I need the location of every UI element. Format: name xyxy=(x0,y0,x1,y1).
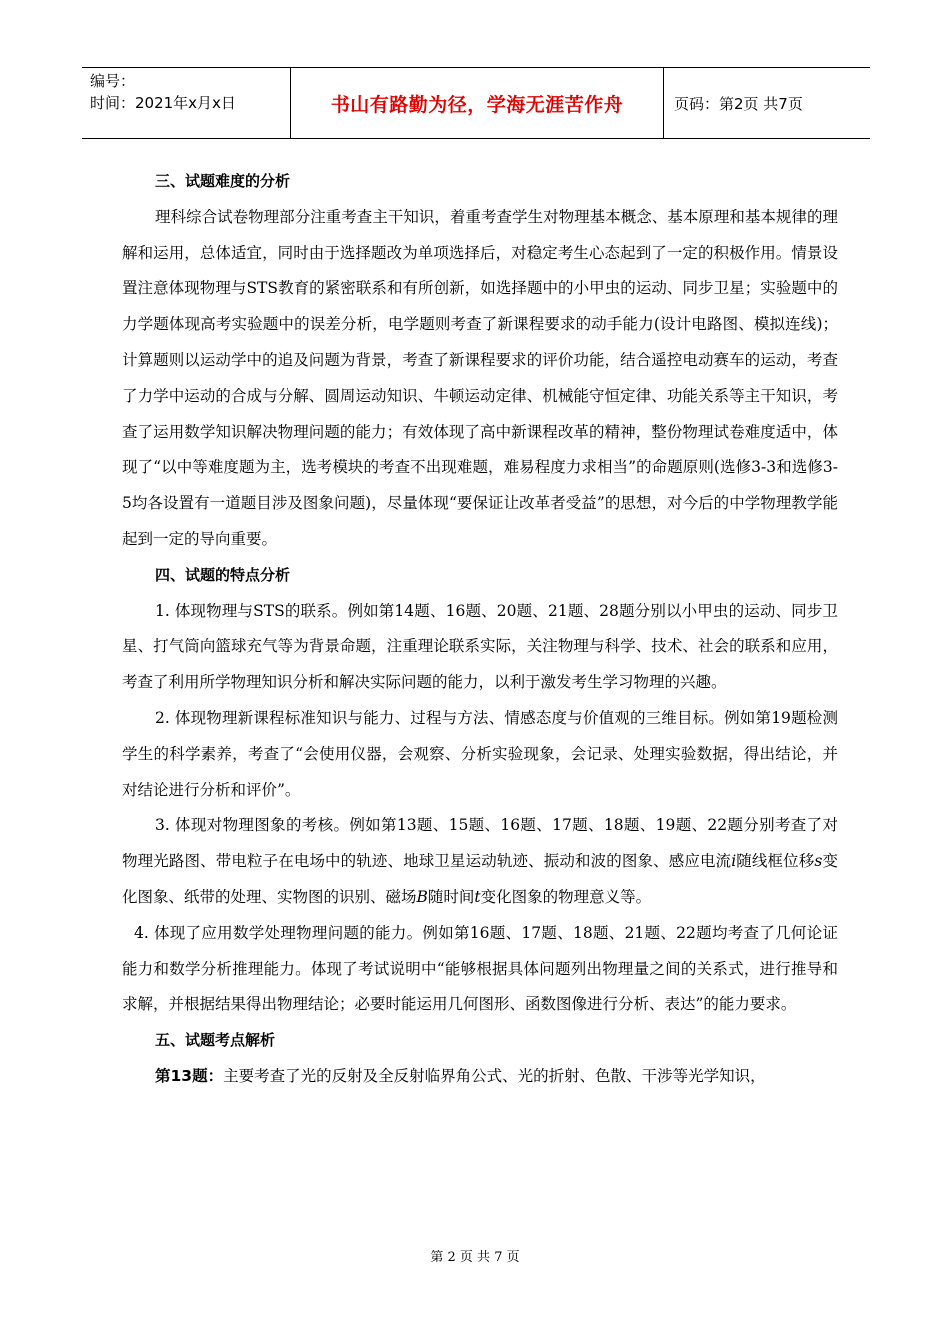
section-4-title: 四、试题的特点分析 xyxy=(155,565,291,584)
q13-label: 第13题： xyxy=(155,1066,224,1085)
section-4-point-1: 1. 体现物理与STS的联系。例如第14题、16题、20题、21题、28题分别以小甲虫的运动、同步卫星、打气筒向篮球充气等为背景命题，注重理论联系实际，关注物理与科学、技术、社会的联系和应用，考查了利用所学物理知识分析和解决实际问题的能力，以利于激发考生学习物理的兴趣。 xyxy=(122,601,838,692)
point-3-text-b: 随线框位移 xyxy=(736,852,815,871)
point-3-text-e: 变化图象的物理意义等。 xyxy=(480,887,652,906)
q13-text: 主要考查了光的反射及全反射临界角公式、光的折射、色散、干涉等光学知识， xyxy=(223,1066,766,1085)
symbol-s: s xyxy=(814,852,823,871)
time-label: 时间：2021年x月x日 xyxy=(90,94,236,112)
symbol-t: t xyxy=(474,887,481,906)
document-body xyxy=(122,164,838,1095)
section-4-point-2: 2. 体现物理新课程标准知识与能力、过程与方法、情感态度与价值观的三维目标。例如第19题检测学生的科学素养，考查了“会使用仪器，会观察、分析实验现象，会记录、处理实验数据，得出结论，并对结论进行分析和评价”。 xyxy=(122,708,838,799)
symbol-i: i xyxy=(731,852,737,871)
symbol-B: B xyxy=(416,887,428,906)
section-5-title: 五、试题考点解析 xyxy=(155,1031,276,1050)
section-4-point-4: 4. 体现了应用数学处理物理问题的能力。例如第16题、17题、18题、21题、22题均考查了几何论证能力和数学分析推理能力。体现了考试说明中“能够根据具体问题列出物理量之间的关系式，进行推导和求解，并根据结果得出物理结论；必要时能运用几何图形、函数图像进行分析、表达”的能力要求。 xyxy=(122,923,838,1014)
section-5-q13 xyxy=(122,1059,838,1095)
section-3-title: 三、试题难度的分析 xyxy=(155,172,291,190)
point-3-text-c: 变化图象、纸带的处理、实物图的识别、磁场 xyxy=(122,852,838,906)
header-page-info xyxy=(664,68,870,138)
page-header xyxy=(82,67,870,139)
header-meta xyxy=(82,68,291,138)
motto: 书山有路勤为径，学海无涯苦作舟 xyxy=(330,93,624,116)
number-label: 编号： xyxy=(90,72,136,90)
header-motto-cell xyxy=(291,68,664,138)
section-4-point-3 xyxy=(122,808,838,915)
page-footer: 第 2 页 共 7 页 xyxy=(430,1250,520,1265)
section-3-paragraph: 理科综合试卷物理部分注重考查主干知识，着重考查学生对物理基本概念、基本原理和基本规律的理解和运用，总体适宜，同时由于选择题改为单项选择后，对稳定考生心态起到了一定的积极作用。情景设置注意体现物理与STS教育的紧密联系和有所创新，如选择题中的小甲虫的运动、同步卫星；实验题中的力学题体现高考实验题中的误差分析，电学题则考查了新课程要求的动手能力(设计电路图、模拟连线)；计算题则以运动学中的追及问题为背景，考查了新课程要求的评价功能，结合遥控电动赛车的运动，考查了力学中运动的合成与分解、圆周运动知识、牛顿运动定律、机械能守恒定律、功能关系等主干知识，考查了运用数学知识解决物理问题的能力；有效体现了高中新课程改革的精神，整份物理试卷难度适中，体现了“以中等难度题为主，选考模块的考查不出现难题，难易程度力求相当”的命题原则(选修3-3和选修3-5均各设置有一道题目涉及图象问题)，尽量体现“要保证让改革者受益”的思想，对今后的中学物理教学能起到一定的导向重要。 xyxy=(122,207,838,548)
page-info: 页码：第2页 共7页 xyxy=(674,94,803,113)
point-3-text-d: 随时间 xyxy=(427,887,475,906)
point-3-text-a: 3. 体现对物理图象的考核。例如第13题、15题、16题、17题、18题、19题、22题分别考查了对物理光路图、带电粒子在电场中的轨迹、地球卫星运动轨迹、振动和波的图象、感应电流 xyxy=(122,816,838,871)
